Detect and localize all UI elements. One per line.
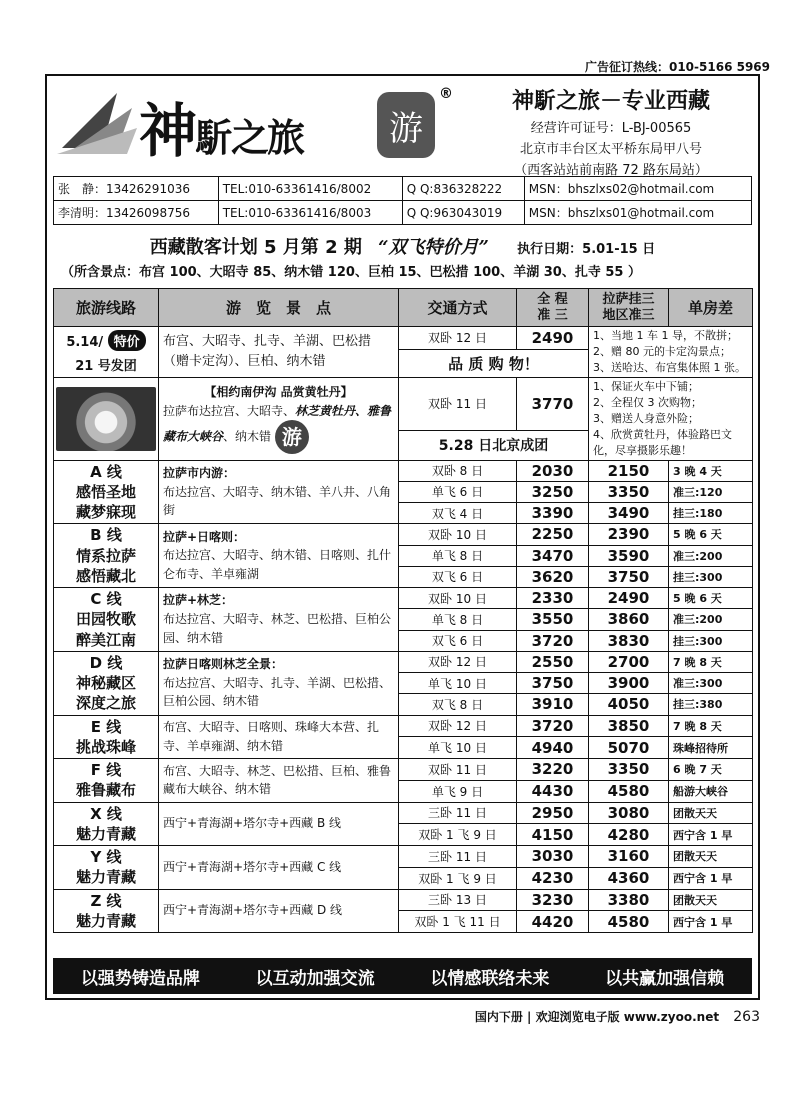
special-date-cell — [54, 327, 159, 378]
page-footer — [475, 1008, 760, 1025]
full-price: 3910 — [517, 694, 589, 715]
route-desc: 布达拉宫、大昭寺、扎寺、羊湖、巴松措、巨柏公园、纳木错 — [163, 675, 392, 709]
route-row — [54, 802, 753, 824]
transport-mode: 双卧 10 日 — [399, 588, 517, 609]
full-price: 3390 — [517, 503, 589, 524]
transport-mode: 单飞 8 日 — [399, 545, 517, 566]
contact-row — [54, 177, 752, 201]
transport-mode: 双飞 4 日 — [399, 503, 517, 524]
lhasa-price: 5070 — [589, 737, 669, 759]
full-price: 3470 — [517, 545, 589, 566]
transport-mode: 双卧 11 日 — [399, 759, 517, 781]
company-info — [476, 84, 746, 178]
lhasa-price: 3380 — [589, 889, 669, 911]
note-line: 3、送哈达、布宫集体照 1 张。 — [593, 360, 746, 374]
full-price: 2950 — [517, 802, 589, 824]
transport-mode: 双飞 8 日 — [399, 694, 517, 715]
route-name: C 线 田园牧歌 醉美江南 — [54, 588, 159, 652]
route-row — [54, 460, 753, 481]
full-price: 2030 — [517, 460, 589, 481]
header — [47, 76, 758, 176]
full-price: 3220 — [517, 759, 589, 781]
lhasa-price: 4580 — [589, 780, 669, 802]
route-sights — [159, 651, 399, 715]
special-group-date: 21 号发团 — [75, 358, 137, 374]
transport-mode: 双卧 12 日 — [399, 715, 517, 737]
lhasa-price: 3750 — [589, 566, 669, 587]
single-supplement: 西宁含 1 早 — [669, 911, 753, 933]
note-line: 2、赠 80 元的卡定沟景点； — [593, 344, 731, 358]
header-single-supplement: 单房差 — [669, 289, 753, 327]
transport-mode: 双飞 6 日 — [399, 630, 517, 651]
single-supplement: 珠峰招待所 — [669, 737, 753, 759]
note-line: 2、全程仅 3 次购物； — [593, 395, 702, 409]
route-title: 拉萨市内游： — [163, 465, 236, 480]
page-number: 263 — [733, 1009, 760, 1025]
tour-seal-icon: 游 — [275, 420, 309, 454]
full-price: 2550 — [517, 651, 589, 672]
full-price: 2330 — [517, 588, 589, 609]
single-supplement: 挂三:180 — [669, 503, 753, 524]
single-supplement: 7 晚 8 天 — [669, 651, 753, 672]
lhasa-price: 2390 — [589, 524, 669, 545]
ad-hotline: 广告征订热线：010-5166 5969 — [584, 60, 770, 74]
route-title: 拉萨+日喀则： — [163, 529, 246, 544]
route-sights — [159, 846, 399, 890]
single-supplement: 准三:200 — [669, 545, 753, 566]
peony-sights-c: 、纳木错 — [223, 429, 272, 444]
contact-table — [53, 176, 752, 225]
route-name: D 线 神秘藏区 深度之旅 — [54, 651, 159, 715]
lhasa-price: 4280 — [589, 824, 669, 846]
route-name: Y 线 魅力青藏 — [54, 846, 159, 890]
full-price: 2250 — [517, 524, 589, 545]
contact-row — [54, 201, 752, 225]
route-row — [54, 715, 753, 737]
contact-msn: MSN：bhszlxs01@hotmail.com — [524, 201, 751, 225]
transport-mode: 双飞 6 日 — [399, 566, 517, 587]
single-supplement: 团散天天 — [669, 846, 753, 868]
single-supplement: 挂三:380 — [669, 694, 753, 715]
special-transport: 双卧 12 日 — [399, 327, 517, 350]
transport-mode: 双卧 10 日 — [399, 524, 517, 545]
header-lhasa-price: 拉萨挂三 地区准三 — [589, 289, 669, 327]
transport-mode: 双卧 1 飞 11 日 — [399, 911, 517, 933]
lhasa-price: 4050 — [589, 694, 669, 715]
route-name: X 线 魅力青藏 — [54, 802, 159, 846]
full-price: 3030 — [517, 846, 589, 868]
route-row — [54, 651, 753, 672]
transport-mode: 三卧 11 日 — [399, 846, 517, 868]
route-desc: 西宁+青海湖+塔尔寺+西藏 D 线 — [163, 903, 343, 918]
full-price: 3250 — [517, 481, 589, 502]
contact-msn: MSN：bhszlxs02@hotmail.com — [524, 177, 751, 201]
single-supplement: 5 晚 6 天 — [669, 524, 753, 545]
lhasa-price: 2150 — [589, 460, 669, 481]
special-price-badge: 特价 — [108, 330, 146, 351]
route-row — [54, 759, 753, 781]
route-row — [54, 524, 753, 545]
full-price: 4150 — [517, 824, 589, 846]
special-date: 5.14/ — [66, 334, 104, 350]
brand-big-char: 神 — [139, 97, 196, 165]
transport-mode: 单飞 10 日 — [399, 737, 517, 759]
table-header-row — [54, 289, 753, 327]
lhasa-price: 4360 — [589, 867, 669, 889]
route-sights — [159, 715, 399, 759]
route-sights — [159, 889, 399, 933]
header-transport: 交通方式 — [399, 289, 517, 327]
route-desc: 布达拉宫、大昭寺、林芝、巴松措、巨柏公园、纳木错 — [163, 612, 392, 645]
single-supplement: 6 晚 7 天 — [669, 759, 753, 781]
lhasa-price: 2490 — [589, 588, 669, 609]
single-supplement: 西宁含 1 早 — [669, 824, 753, 846]
single-supplement: 3 晚 4 天 — [669, 460, 753, 481]
route-title: 拉萨日喀则林芝全景： — [163, 657, 284, 672]
single-supplement: 准三:200 — [669, 609, 753, 630]
lhasa-price: 3900 — [589, 673, 669, 694]
route-name: E 线 挑战珠峰 — [54, 715, 159, 759]
price-table — [53, 288, 753, 933]
transport-mode: 双卧 1 飞 9 日 — [399, 824, 517, 846]
lhasa-price: 4580 — [589, 911, 669, 933]
full-price: 4230 — [517, 867, 589, 889]
route-desc: 布宫、大昭寺、林芝、巴松措、巨柏、雅鲁藏布大峡谷、纳木错 — [163, 763, 392, 797]
full-price: 3720 — [517, 715, 589, 737]
lhasa-price: 2700 — [589, 651, 669, 672]
special-offer-row — [54, 327, 753, 350]
route-sights — [159, 588, 399, 652]
peony-transport: 双卧 11 日 — [399, 377, 517, 430]
contact-tel: TEL:010-63361416/8002 — [218, 177, 402, 201]
full-price: 3750 — [517, 673, 589, 694]
route-name: Z 线 魅力青藏 — [54, 889, 159, 933]
route-row — [54, 588, 753, 609]
peony-notes — [589, 377, 753, 460]
single-supplement: 船游大峡谷 — [669, 780, 753, 802]
wing-logo-icon — [57, 88, 137, 158]
brand-rest: 馸之旅 — [195, 115, 304, 160]
single-supplement: 挂三:300 — [669, 630, 753, 651]
full-price: 4420 — [517, 911, 589, 933]
license-number: 经营许可证号：L-BJ-00565 — [530, 121, 692, 136]
lhasa-price: 3080 — [589, 802, 669, 824]
contact-name-phone: 张 静：13426291036 — [54, 177, 219, 201]
full-price: 3620 — [517, 566, 589, 587]
route-desc: 布宫、大昭寺、日喀则、珠峰大本营、扎寺、羊卓雍湖、纳木错 — [163, 720, 380, 753]
address-line-1: 北京市丰台区太平桥东局甲八号 — [519, 142, 702, 157]
route-desc: 布达拉宫、大昭寺、纳木错、羊八井、八角街 — [163, 484, 392, 518]
lhasa-price: 3830 — [589, 630, 669, 651]
full-price: 3720 — [517, 630, 589, 651]
note-line: 1、当地 1 车 1 导，不散拼； — [593, 329, 738, 342]
single-supplement: 西宁含 1 早 — [669, 867, 753, 889]
brand-logo — [139, 84, 303, 168]
route-title: 拉萨+林芝： — [163, 593, 234, 608]
peony-photo-cell — [54, 377, 159, 460]
attractions-list: （所含景点：布宫 100、大昭寺 85、纳木错 120、巨柏 15、巴松措 100、羊湖 30、扎寺 55 ） — [61, 265, 641, 280]
peony-sights-b: 林芝黄牡丹、雅鲁藏布大峡谷 — [163, 403, 392, 444]
lhasa-price: 3860 — [589, 609, 669, 630]
lhasa-price: 3350 — [589, 759, 669, 781]
plan-title — [47, 233, 758, 259]
full-price: 4940 — [517, 737, 589, 759]
lhasa-price: 3590 — [589, 545, 669, 566]
footer-slogan: 以强势铸造品牌 — [80, 968, 200, 989]
single-supplement: 准三:300 — [669, 673, 753, 694]
single-supplement: 准三:120 — [669, 481, 753, 502]
route-desc: 西宁+青海湖+塔尔寺+西藏 B 线 — [163, 816, 342, 831]
header-sights: 游 览 景 点 — [159, 289, 399, 327]
footer-slogan: 以情感联络未来 — [430, 968, 550, 989]
special-sights: 布宫、大昭寺、扎寺、羊湖、巴松措（赠卡定沟）、巨柏、纳木错 — [159, 327, 399, 378]
route-name: B 线 情系拉萨 感悟藏北 — [54, 524, 159, 588]
single-supplement: 团散天天 — [669, 889, 753, 911]
peony-sights-a: 拉萨布达拉宫、大昭寺、 — [163, 403, 296, 418]
ad-frame — [45, 74, 760, 1000]
peony-group-date: 5.28 日北京成团 — [399, 430, 589, 460]
contact-tel: TEL:010-63361416/8003 — [218, 201, 402, 225]
route-row — [54, 889, 753, 911]
contact-name-phone: 李清明：13426098756 — [54, 201, 219, 225]
route-sights — [159, 759, 399, 803]
lhasa-price: 3850 — [589, 715, 669, 737]
company-title: 神馸之旅－专业西藏 — [511, 89, 710, 114]
transport-mode: 双卧 12 日 — [399, 651, 517, 672]
route-desc: 布达拉宫、大昭寺、纳木错、日喀则、扎什仑布寺、羊卓雍湖 — [163, 548, 392, 581]
registered-mark: ® — [439, 86, 453, 102]
peony-tagline: 【相约南伊沟 品赏黄牡丹】 — [204, 385, 353, 400]
seal-icon: 游 — [377, 92, 435, 158]
special-price: 2490 — [517, 327, 589, 350]
plan-slogan: “双飞特价月” — [378, 237, 489, 258]
peony-offer-row — [54, 377, 753, 430]
transport-mode: 单飞 9 日 — [399, 780, 517, 802]
single-supplement: 7 晚 8 天 — [669, 715, 753, 737]
note-line: 1、保证火车中下铺； — [593, 379, 699, 393]
special-quality-slogan: 品 质 购 物！ — [399, 349, 589, 377]
header-full-price: 全 程 准 三 — [517, 289, 589, 327]
plan-name: 西藏散客计划 5 月第 2 期 — [149, 237, 362, 258]
special-notes — [589, 327, 753, 378]
note-line: 3、赠送人身意外险； — [593, 411, 699, 425]
footer-slogan-bar — [53, 958, 752, 994]
transport-mode: 单飞 6 日 — [399, 481, 517, 502]
peony-photo-icon — [56, 387, 156, 451]
lhasa-price: 3490 — [589, 503, 669, 524]
note-line: 4、欣赏黄牡丹，体验路巴文化，尽享摄影乐趣！ — [593, 427, 732, 457]
header-route: 旅游线路 — [54, 289, 159, 327]
single-supplement: 团散天天 — [669, 802, 753, 824]
transport-mode: 三卧 11 日 — [399, 802, 517, 824]
footer-slogan: 以共赢加强信赖 — [605, 968, 725, 989]
peony-sights — [159, 377, 399, 460]
transport-mode: 单飞 10 日 — [399, 673, 517, 694]
single-supplement: 挂三:300 — [669, 566, 753, 587]
route-name: F 线 雅鲁藏布 — [54, 759, 159, 803]
full-price: 3230 — [517, 889, 589, 911]
transport-mode: 双卧 1 飞 9 日 — [399, 867, 517, 889]
route-row — [54, 846, 753, 868]
peony-price: 3770 — [517, 377, 589, 430]
route-sights — [159, 802, 399, 846]
route-desc: 西宁+青海湖+塔尔寺+西藏 C 线 — [163, 859, 342, 874]
transport-mode: 三卧 13 日 — [399, 889, 517, 911]
execution-date: 执行日期：5.01-15 日 — [517, 242, 656, 257]
lhasa-price: 3350 — [589, 481, 669, 502]
lhasa-price: 3160 — [589, 846, 669, 868]
full-price: 3550 — [517, 609, 589, 630]
transport-mode: 单飞 8 日 — [399, 609, 517, 630]
route-name: A 线 感悟圣地 藏梦寐现 — [54, 460, 159, 524]
route-sights — [159, 460, 399, 524]
route-sights — [159, 524, 399, 588]
footer-slogan: 以互动加强交流 — [255, 968, 375, 989]
address-line-2: （西客站站前南路 72 路东局站） — [514, 163, 708, 178]
single-supplement: 5 晚 6 天 — [669, 588, 753, 609]
transport-mode: 双卧 8 日 — [399, 460, 517, 481]
contact-qq: Q Q:963043019 — [402, 201, 524, 225]
page-footer-text: 国内下册 | 欢迎浏览电子版 www.zyoo.net — [474, 1010, 720, 1024]
full-price: 4430 — [517, 780, 589, 802]
contact-qq: Q Q:836328222 — [402, 177, 524, 201]
